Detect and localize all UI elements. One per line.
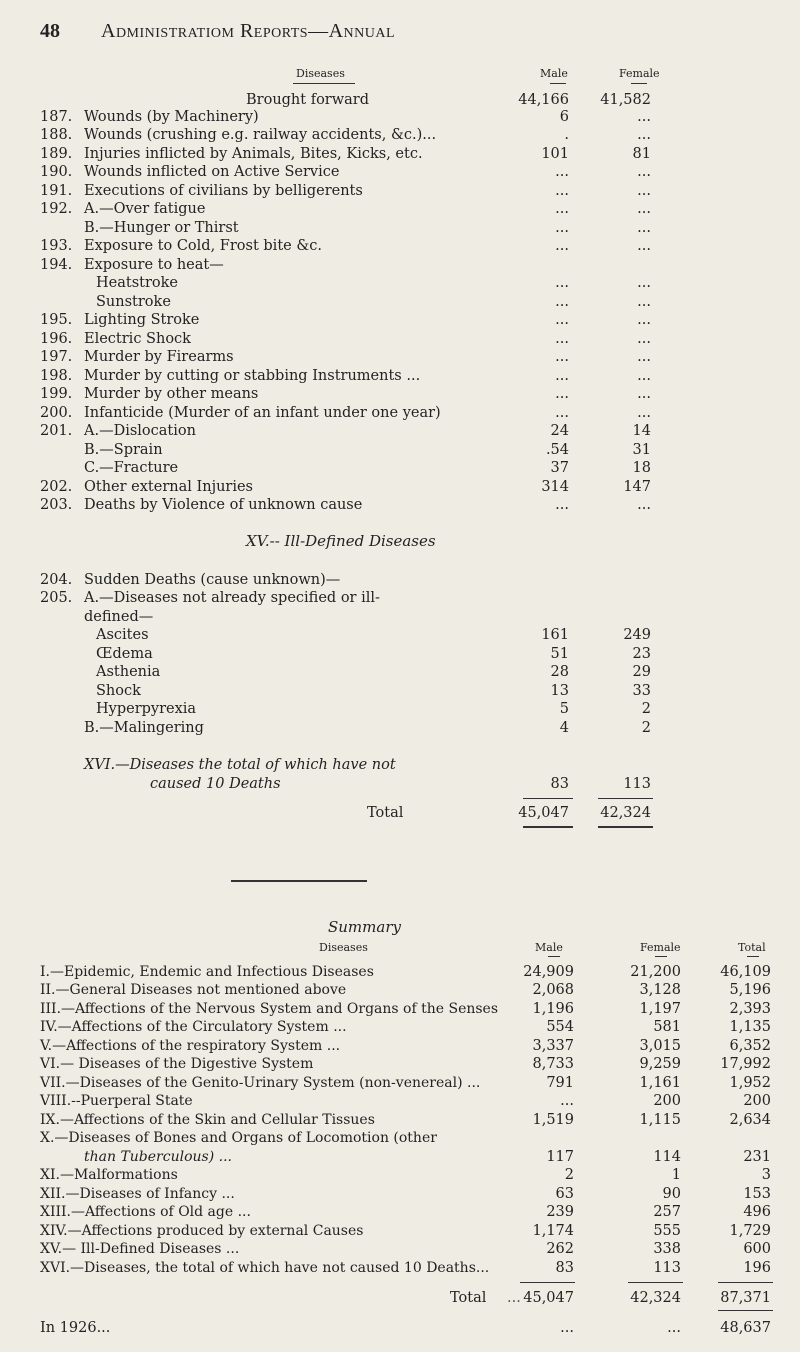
running-title: Administratiom Reports—Annual <box>101 20 396 42</box>
row-male: . <box>564 127 569 143</box>
summary-total-rule-female <box>628 1282 683 1283</box>
section-xvi-line1: XVI.—Diseases the total of which have not <box>84 757 396 773</box>
summary-row-label: XII.—Diseases of Infancy ... <box>40 1186 235 1202</box>
row-label: B.—Sprain <box>84 442 163 458</box>
row-label: Electric Shock <box>84 331 191 347</box>
summary-row-total: 1,729 <box>729 1223 771 1239</box>
row-female: ... <box>637 349 651 365</box>
row-male: 6 <box>559 109 569 125</box>
summary-row-label: IV.—Affections of the Circulatory System ... <box>40 1019 347 1035</box>
row-male: ... <box>555 201 569 217</box>
row-label: A.—Over fatigue <box>84 201 206 217</box>
section-xvi-female: 113 <box>623 776 651 792</box>
summary-row-label: X.—Diseases of Bones and Organs of Locomotion (other <box>40 1130 437 1146</box>
summary-row-female: 338 <box>653 1241 681 1257</box>
prev-year-total: 48,637 <box>720 1320 771 1336</box>
summary-row-male: 239 <box>546 1204 574 1220</box>
row-male: 314 <box>541 479 569 495</box>
row-number: 190. <box>40 164 73 180</box>
summary-total-label: Total <box>450 1290 487 1306</box>
prev-year-male: ... <box>560 1320 574 1336</box>
row-female: ... <box>637 405 651 421</box>
col-diseases-heading: Diseases <box>296 67 345 80</box>
row-female: 147 <box>623 479 651 495</box>
summary-row-total: 5,196 <box>729 982 771 998</box>
summary-row-female: 257 <box>653 1204 681 1220</box>
summary-col-female: Female <box>640 941 681 954</box>
row-male: 161 <box>541 627 569 643</box>
row-label: Wounds (crushing e.g. railway accidents, &c.)... <box>84 127 437 143</box>
summary-row-total: 231 <box>743 1149 771 1165</box>
row-number: 196. <box>40 331 73 347</box>
row-male: ... <box>555 294 569 310</box>
row-label: Wounds inflicted on Active Service <box>84 164 340 180</box>
row-number: 199. <box>40 386 73 402</box>
row-male: ... <box>555 220 569 236</box>
row-label: defined— <box>84 609 154 625</box>
summary-row-male: ... <box>560 1093 574 1109</box>
row-female: 81 <box>632 146 651 162</box>
summary-row-label: XVI.—Diseases, the total of which have not caused 10 Deaths... <box>40 1260 490 1276</box>
summary-row-label: VI.— Diseases of the Digestive System <box>40 1056 314 1072</box>
row-female: 14 <box>632 423 651 439</box>
row-label: Œdema <box>96 646 153 662</box>
summary-row-total: 600 <box>743 1241 771 1257</box>
row-female: ... <box>637 109 651 125</box>
summary-row-male: 1,196 <box>532 1001 574 1017</box>
summary-col-male: Male <box>535 941 563 954</box>
summary-row-label: XI.—Malformations <box>40 1167 178 1183</box>
summary-row-female: 200 <box>653 1093 681 1109</box>
row-male: ... <box>555 368 569 384</box>
row-female: 31 <box>632 442 651 458</box>
row-number: 204. <box>40 572 73 588</box>
section-separator <box>231 880 367 882</box>
row-male: 5 <box>559 701 569 717</box>
summary-rule-male <box>548 956 560 957</box>
brought-forward-label: Brought forward <box>246 92 370 108</box>
summary-rule-female <box>655 956 667 957</box>
total-female: 42,324 <box>600 805 651 821</box>
summary-row-female: 1,161 <box>639 1075 681 1091</box>
row-male: 4 <box>559 720 569 736</box>
row-label: C.—Fracture <box>84 460 179 476</box>
row-female: 18 <box>632 460 651 476</box>
row-number: 200. <box>40 405 73 421</box>
row-label: Murder by Firearms <box>84 349 234 365</box>
summary-row-female: 114 <box>653 1149 681 1165</box>
row-female: ... <box>637 220 651 236</box>
row-label: Asthenia <box>96 664 161 680</box>
row-label: Murder by cutting or stabbing Instruments ... <box>84 368 421 384</box>
summary-row-male: 262 <box>546 1241 574 1257</box>
row-number: 188. <box>40 127 73 143</box>
row-label: Injuries inflicted by Animals, Bites, Kicks, etc. <box>84 146 423 162</box>
row-label: B.—Malingering <box>84 720 204 736</box>
row-female: ... <box>637 331 651 347</box>
summary-row-total: 17,992 <box>720 1056 771 1072</box>
summary-row-total: 153 <box>743 1186 771 1202</box>
summary-row-female: 3,015 <box>639 1038 681 1054</box>
row-female: 2 <box>641 720 651 736</box>
row-male: .54 <box>545 442 569 458</box>
row-female: 249 <box>623 627 651 643</box>
row-male: ... <box>555 405 569 421</box>
row-male: 24 <box>550 423 569 439</box>
summary-row-male: 3,337 <box>532 1038 574 1054</box>
summary-total-female: 42,324 <box>630 1290 681 1306</box>
row-number: 203. <box>40 497 73 513</box>
row-female: ... <box>637 294 651 310</box>
page-number: 48 <box>40 20 60 42</box>
row-label: Deaths by Violence of unknown cause <box>84 497 363 513</box>
total-double-rule-female <box>598 826 653 828</box>
summary-title: Summary <box>328 918 401 936</box>
row-label: Murder by other means <box>84 386 259 402</box>
summary-row-total: 2,634 <box>729 1112 771 1128</box>
row-number: 191. <box>40 183 73 199</box>
row-number: 187. <box>40 109 73 125</box>
row-label: Infanticide (Murder of an infant under one year) <box>84 405 441 421</box>
row-male: 51 <box>550 646 569 662</box>
row-female: 33 <box>632 683 651 699</box>
row-female: ... <box>637 127 651 143</box>
summary-rule-total <box>747 956 759 957</box>
row-label: Heatstroke <box>96 275 178 291</box>
row-female: ... <box>637 275 651 291</box>
row-male: ... <box>555 497 569 513</box>
row-male: 13 <box>550 683 569 699</box>
summary-total-rule-total <box>718 1282 773 1283</box>
row-male: 101 <box>541 146 569 162</box>
summary-total-male: 45,047 <box>523 1290 574 1306</box>
row-male: ... <box>555 164 569 180</box>
summary-row-male: 8,733 <box>532 1056 574 1072</box>
section-xv-heading: XV.-- Ill-Defined Diseases <box>246 532 436 550</box>
summary-row-total: 1,952 <box>729 1075 771 1091</box>
summary-row-label: than Tuberculous) ... <box>84 1149 232 1165</box>
row-male: ... <box>555 238 569 254</box>
summary-row-male: 2,068 <box>532 982 574 998</box>
summary-row-female: 9,259 <box>639 1056 681 1072</box>
row-number: 194. <box>40 257 73 273</box>
row-female: ... <box>637 368 651 384</box>
row-male: ... <box>555 275 569 291</box>
heading-rule <box>293 83 355 84</box>
row-label: Hyperpyrexia <box>96 701 197 717</box>
row-female: ... <box>637 386 651 402</box>
row-number: 197. <box>40 349 73 365</box>
summary-row-label: III.—Affections of the Nervous System and Organs of the Senses <box>40 1001 499 1017</box>
summary-row-female: 90 <box>662 1186 681 1202</box>
summary-total-rule-male <box>520 1282 575 1283</box>
row-label: Exposure to Cold, Frost bite &c. <box>84 238 322 254</box>
col-male-heading: Male <box>540 67 568 80</box>
col-female-heading: Female <box>619 67 660 80</box>
summary-row-label: II.—General Diseases not mentioned above <box>40 982 347 998</box>
row-male: ... <box>555 349 569 365</box>
row-female: ... <box>637 312 651 328</box>
summary-row-total: 3 <box>761 1167 771 1183</box>
total-label: Total <box>367 805 404 821</box>
row-male: ... <box>555 183 569 199</box>
summary-row-total: 46,109 <box>720 964 771 980</box>
summary-row-female: 113 <box>653 1260 681 1276</box>
total-rule-female <box>598 798 653 799</box>
heading-rule-female <box>631 83 647 84</box>
section-xvi-line2: caused 10 Deaths <box>150 776 281 792</box>
row-number: 189. <box>40 146 73 162</box>
summary-row-label: VIII.--Puerperal State <box>40 1093 193 1109</box>
summary-row-male: 2 <box>564 1167 574 1183</box>
summary-row-female: 1,115 <box>639 1112 681 1128</box>
summary-row-total: 496 <box>743 1204 771 1220</box>
summary-row-female: 581 <box>653 1019 681 1035</box>
row-number: 198. <box>40 368 73 384</box>
row-number: 201. <box>40 423 73 439</box>
summary-row-female: 555 <box>653 1223 681 1239</box>
summary-row-male: 554 <box>546 1019 574 1035</box>
summary-row-total: 200 <box>743 1093 771 1109</box>
summary-row-label: V.—Affections of the respiratory System ... <box>40 1038 341 1054</box>
brought-forward-female: 41,582 <box>600 92 651 108</box>
row-male: ... <box>555 331 569 347</box>
row-label: B.—Hunger or Thirst <box>84 220 239 236</box>
brought-forward-male: 44,166 <box>518 92 569 108</box>
summary-row-male: 1,174 <box>532 1223 574 1239</box>
row-label: Other external Injuries <box>84 479 253 495</box>
row-female: ... <box>637 497 651 513</box>
summary-prev-rule-total <box>718 1310 773 1311</box>
row-female: ... <box>637 238 651 254</box>
summary-row-label: VII.—Diseases of the Genito-Urinary System (non-venereal) ... <box>40 1075 481 1091</box>
summary-row-male: 63 <box>555 1186 574 1202</box>
row-female: 29 <box>632 664 651 680</box>
row-number: 192. <box>40 201 73 217</box>
summary-col-diseases: Diseases <box>319 941 368 954</box>
heading-rule-male <box>550 83 566 84</box>
summary-row-female: 1 <box>671 1167 681 1183</box>
summary-total-total: 87,371 <box>720 1290 771 1306</box>
row-label: Wounds (by Machinery) <box>84 109 259 125</box>
summary-row-label: XIII.—Affections of Old age ... <box>40 1204 251 1220</box>
summary-row-male: 1,519 <box>532 1112 574 1128</box>
summary-row-female: 3,128 <box>639 982 681 998</box>
summary-row-female: 21,200 <box>630 964 681 980</box>
row-number: 205. <box>40 590 73 606</box>
total-double-rule-male <box>523 826 573 828</box>
row-label: Lighting Stroke <box>84 312 200 328</box>
row-male: ... <box>555 312 569 328</box>
row-label: Sunstroke <box>96 294 171 310</box>
summary-row-total: 196 <box>743 1260 771 1276</box>
summary-col-total: Total <box>738 941 766 954</box>
row-label: Ascites <box>96 627 149 643</box>
row-number: 193. <box>40 238 73 254</box>
total-rule-male <box>523 798 573 799</box>
summary-row-total: 1,135 <box>729 1019 771 1035</box>
summary-row-female: 1,197 <box>639 1001 681 1017</box>
row-male: 37 <box>550 460 569 476</box>
section-xvi-male: 83 <box>550 776 569 792</box>
summary-row-male: 117 <box>546 1149 574 1165</box>
prev-year-label: In 1926... <box>40 1320 111 1336</box>
total-male: 45,047 <box>518 805 569 821</box>
summary-row-total: 2,393 <box>729 1001 771 1017</box>
prev-year-female: ... <box>667 1320 681 1336</box>
summary-row-label: IX.—Affections of the Skin and Cellular Tissues <box>40 1112 375 1128</box>
row-female: 23 <box>632 646 651 662</box>
summary-row-male: 24,909 <box>523 964 574 980</box>
row-female: ... <box>637 164 651 180</box>
row-male: ... <box>555 386 569 402</box>
summary-row-label: XV.— Ill-Defined Diseases ... <box>40 1241 240 1257</box>
row-label: Exposure to heat— <box>84 257 224 273</box>
row-label: Sudden Deaths (cause unknown)— <box>84 572 341 588</box>
summary-row-male: 791 <box>546 1075 574 1091</box>
row-label: Executions of civilians by belligerents <box>84 183 363 199</box>
summary-total-leader: ... <box>507 1290 521 1306</box>
summary-row-total: 6,352 <box>729 1038 771 1054</box>
row-label: A.—Dislocation <box>84 423 196 439</box>
row-number: 195. <box>40 312 73 328</box>
summary-row-label: XIV.—Affections produced by external Causes <box>40 1223 364 1239</box>
row-label: Shock <box>96 683 141 699</box>
row-number: 202. <box>40 479 73 495</box>
row-female: ... <box>637 201 651 217</box>
row-female: ... <box>637 183 651 199</box>
row-male: 28 <box>550 664 569 680</box>
row-label: A.—Diseases not already specified or ill- <box>84 590 380 606</box>
summary-row-label: I.—Epidemic, Endemic and Infectious Diseases <box>40 964 374 980</box>
row-female: 2 <box>641 701 651 717</box>
summary-row-male: 83 <box>555 1260 574 1276</box>
